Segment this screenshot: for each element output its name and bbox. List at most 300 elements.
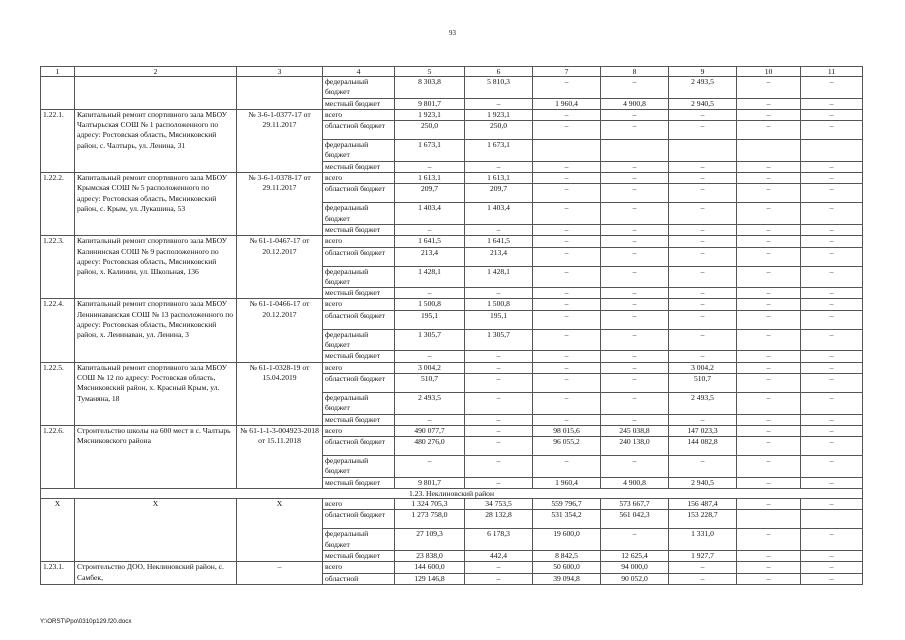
amount-cell: –: [601, 310, 669, 329]
amount-cell: 559 796,7: [533, 499, 601, 510]
funding-source: всего: [323, 236, 395, 247]
amount-cell: –: [801, 437, 863, 456]
funding-source: областной бюджет: [323, 184, 395, 203]
amount-cell: [533, 140, 601, 162]
amount-cell: –: [669, 266, 737, 288]
amount-cell: –: [801, 203, 863, 225]
item-name: Капитальный ремонт спортивного зала МБОУ Чалтырьская СОШ № 1 расположенного по адресу: Ростовская область, Мясниковский район, с. Чалтырь, ул. Ленина, 31: [75, 109, 237, 172]
amount-cell: –: [737, 373, 801, 392]
column-number: 10: [737, 67, 801, 77]
item-number: 1.22.5.: [41, 362, 75, 425]
amount-cell: –: [737, 77, 801, 99]
amount-cell: –: [669, 414, 737, 425]
amount-cell: –: [801, 573, 863, 584]
column-number: 1: [41, 67, 75, 77]
funding-source: местный бюджет: [323, 351, 395, 362]
amount-cell: –: [801, 77, 863, 99]
amount-cell: 531 354,2: [533, 510, 601, 529]
amount-cell: –: [533, 184, 601, 203]
amount-cell: –: [533, 173, 601, 184]
item-name: Капитальный ремонт спортивного зала МБОУ Леннинаванская СОШ № 13 расположенного по адресу: Ростовская область, Мясниковский район, х. Ленинаван, ул. Ленина, 3: [75, 299, 237, 362]
funding-source: всего: [323, 499, 395, 510]
amount-cell: –: [737, 362, 801, 373]
funding-source: федеральный бюджет: [323, 77, 395, 99]
item-document: Х: [237, 499, 323, 562]
amount-cell: –: [669, 573, 737, 584]
amount-cell: –: [669, 247, 737, 266]
amount-cell: 12 625,4: [601, 550, 669, 561]
amount-cell: [737, 140, 801, 162]
amount-cell: 1 960,4: [533, 477, 601, 488]
amount-cell: 2 940,5: [669, 477, 737, 488]
amount-cell: 94 000,0: [601, 562, 669, 573]
item-name: Капитальный ремонт спортивного зала МБОУ Крымская СОШ № 5 расположенного по адресу: Ростовская область, Мясниковский район, с. Крым, ул. Лукашина, 53: [75, 173, 237, 236]
amount-cell: –: [601, 184, 669, 203]
table-row: [41, 362, 863, 373]
amount-cell: –: [737, 224, 801, 235]
amount-cell: –: [669, 161, 737, 172]
amount-cell: [601, 140, 669, 162]
amount-cell: –: [601, 247, 669, 266]
amount-cell: 153 228,7: [669, 510, 737, 529]
amount-cell: –: [601, 236, 669, 247]
funding-source: местный бюджет: [323, 288, 395, 299]
amount-cell: 4 900,8: [601, 477, 669, 488]
amount-cell: –: [533, 224, 601, 235]
amount-cell: –: [801, 414, 863, 425]
amount-cell: –: [737, 392, 801, 414]
amount-cell: 129 146,8: [395, 573, 465, 584]
column-number: 6: [465, 67, 533, 77]
amount-cell: –: [533, 266, 601, 288]
amount-cell: [801, 510, 863, 529]
amount-cell: –: [737, 236, 801, 247]
amount-cell: –: [737, 161, 801, 172]
amount-cell: –: [737, 550, 801, 561]
amount-cell: –: [669, 224, 737, 235]
amount-cell: –: [533, 456, 601, 478]
amount-cell: –: [669, 351, 737, 362]
amount-cell: –: [533, 77, 601, 99]
amount-cell: –: [465, 351, 533, 362]
amount-cell: –: [601, 373, 669, 392]
amount-cell: –: [669, 456, 737, 478]
amount-cell: –: [601, 362, 669, 373]
amount-cell: 1 428,1: [395, 266, 465, 288]
amount-cell: –: [737, 437, 801, 456]
amount-cell: –: [801, 173, 863, 184]
budget-table: [40, 66, 863, 585]
amount-cell: –: [737, 573, 801, 584]
amount-cell: 19 600,0: [533, 529, 601, 551]
amount-cell: –: [737, 562, 801, 573]
funding-source: местный бюджет: [323, 414, 395, 425]
amount-cell: –: [801, 562, 863, 573]
amount-cell: 1 673,1: [395, 140, 465, 162]
amount-cell: 34 753,5: [465, 499, 533, 510]
amount-cell: 90 052,0: [601, 573, 669, 584]
amount-cell: –: [465, 392, 533, 414]
amount-cell: –: [395, 288, 465, 299]
amount-cell: 147 023,3: [669, 425, 737, 436]
amount-cell: 144 600,0: [395, 562, 465, 573]
amount-cell: –: [801, 236, 863, 247]
amount-cell: 1 500,8: [395, 299, 465, 310]
amount-cell: –: [601, 456, 669, 478]
amount-cell: 1 923,1: [465, 109, 533, 120]
amount-cell: 28 132,8: [465, 510, 533, 529]
amount-cell: –: [669, 299, 737, 310]
amount-cell: 2 940,5: [669, 98, 737, 109]
amount-cell: –: [737, 351, 801, 362]
amount-cell: –: [533, 236, 601, 247]
amount-cell: –: [533, 161, 601, 172]
amount-cell: –: [601, 414, 669, 425]
item-document: № 3-6-1-0377-17 от 29.11.2017: [237, 109, 323, 172]
amount-cell: –: [533, 362, 601, 373]
amount-cell: –: [465, 562, 533, 573]
amount-cell: 50 600,0: [533, 562, 601, 573]
amount-cell: –: [737, 425, 801, 436]
amount-cell: –: [465, 456, 533, 478]
amount-cell: 1 613,1: [395, 173, 465, 184]
amount-cell: 1 324 705,3: [395, 499, 465, 510]
amount-cell: –: [737, 98, 801, 109]
amount-cell: –: [395, 414, 465, 425]
amount-cell: 98 015,6: [533, 425, 601, 436]
amount-cell: 2 493,5: [669, 77, 737, 99]
item-name: Капитальный ремонт спортивного зала МБОУ Калининская СОШ № 9 расположенного по адресу: Ростовская область, Мясниковский район, х. Калинин, ул. Школьная, 136: [75, 236, 237, 299]
amount-cell: [669, 140, 737, 162]
amount-cell: 250,0: [465, 121, 533, 140]
amount-cell: –: [669, 109, 737, 120]
amount-cell: –: [601, 392, 669, 414]
amount-cell: 5 810,3: [465, 77, 533, 99]
amount-cell: –: [669, 236, 737, 247]
column-number: 8: [601, 67, 669, 77]
column-number: 7: [533, 67, 601, 77]
amount-cell: 561 042,3: [601, 510, 669, 529]
funding-source: местный бюджет: [323, 224, 395, 235]
item-name: Строительство ДОО, Неклиновский район, с. Самбек,: [75, 562, 237, 585]
amount-cell: 510,7: [395, 373, 465, 392]
funding-source: всего: [323, 173, 395, 184]
amount-cell: –: [801, 329, 863, 351]
amount-cell: 250,0: [395, 121, 465, 140]
item-document: –: [237, 562, 323, 585]
amount-cell: 39 094,8: [533, 573, 601, 584]
amount-cell: –: [737, 184, 801, 203]
amount-cell: –: [465, 477, 533, 488]
amount-cell: 6 178,3: [465, 529, 533, 551]
amount-cell: –: [601, 77, 669, 99]
amount-cell: 480 276,0: [395, 437, 465, 456]
amount-cell: –: [801, 247, 863, 266]
amount-cell: –: [737, 499, 801, 510]
funding-source: областной бюджет: [323, 373, 395, 392]
amount-cell: –: [737, 529, 801, 551]
amount-cell: –: [801, 299, 863, 310]
amount-cell: [737, 510, 801, 529]
amount-cell: –: [737, 414, 801, 425]
amount-cell: 195,1: [465, 310, 533, 329]
amount-cell: –: [601, 161, 669, 172]
item-number: [41, 77, 75, 110]
amount-cell: –: [465, 373, 533, 392]
file-path-footer: Y:\ORST\Ppo\0310p129.f20.docx: [40, 618, 132, 625]
amount-cell: –: [737, 121, 801, 140]
funding-source: федеральный бюджет: [323, 140, 395, 162]
amount-cell: –: [737, 456, 801, 478]
amount-cell: –: [601, 121, 669, 140]
amount-cell: –: [601, 266, 669, 288]
funding-source: областной бюджет: [323, 437, 395, 456]
funding-source: федеральный бюджет: [323, 529, 395, 551]
amount-cell: 1 273 758,0: [395, 510, 465, 529]
amount-cell: –: [801, 98, 863, 109]
amount-cell: 209,7: [395, 184, 465, 203]
amount-cell: 3 004,2: [395, 362, 465, 373]
column-number: 3: [237, 67, 323, 77]
amount-cell: –: [801, 224, 863, 235]
column-number: 2: [75, 67, 237, 77]
item-number: 1.23.1.: [41, 562, 75, 585]
amount-cell: –: [601, 529, 669, 551]
amount-cell: –: [669, 184, 737, 203]
amount-cell: –: [395, 351, 465, 362]
amount-cell: 9 801,7: [395, 477, 465, 488]
funding-source: местный бюджет: [323, 98, 395, 109]
amount-cell: [801, 140, 863, 162]
amount-cell: –: [395, 224, 465, 235]
amount-cell: –: [533, 247, 601, 266]
amount-cell: –: [601, 351, 669, 362]
amount-cell: 1 331,0: [669, 529, 737, 551]
amount-cell: –: [801, 266, 863, 288]
funding-source: федеральный бюджет: [323, 392, 395, 414]
amount-cell: –: [533, 288, 601, 299]
column-number: 4: [323, 67, 395, 77]
amount-cell: –: [533, 392, 601, 414]
funding-source: федеральный бюджет: [323, 266, 395, 288]
amount-cell: 1 960,4: [533, 98, 601, 109]
amount-cell: –: [465, 224, 533, 235]
amount-cell: 2 493,5: [669, 392, 737, 414]
section-row: [41, 489, 863, 499]
funding-source: всего: [323, 299, 395, 310]
column-number: 5: [395, 67, 465, 77]
amount-cell: –: [737, 329, 801, 351]
amount-cell: 442,4: [465, 550, 533, 561]
amount-cell: 1 305,7: [395, 329, 465, 351]
amount-cell: –: [737, 173, 801, 184]
amount-cell: –: [465, 573, 533, 584]
amount-cell: –: [737, 109, 801, 120]
amount-cell: –: [801, 351, 863, 362]
amount-cell: 8 842,5: [533, 550, 601, 561]
amount-cell: 1 673,1: [465, 140, 533, 162]
amount-cell: 8 303,8: [395, 77, 465, 99]
item-document: № 3-6-1-0378-17 от 29.11.2017: [237, 173, 323, 236]
amount-cell: –: [801, 362, 863, 373]
item-document: № 61-1-1-3-004923-2018 от 15.11.2018: [237, 425, 323, 488]
item-number: 1.22.1.: [41, 109, 75, 172]
amount-cell: –: [669, 288, 737, 299]
funding-source: областной бюджет: [323, 510, 395, 529]
amount-cell: –: [601, 288, 669, 299]
amount-cell: –: [601, 109, 669, 120]
column-number: 11: [801, 67, 863, 77]
funding-source: местный бюджет: [323, 161, 395, 172]
header-row: [41, 67, 863, 77]
amount-cell: –: [669, 173, 737, 184]
amount-cell: 240 138,0: [601, 437, 669, 456]
amount-cell: 2 493,5: [395, 392, 465, 414]
amount-cell: 9 801,7: [395, 98, 465, 109]
amount-cell: 27 109,3: [395, 529, 465, 551]
amount-cell: 23 838,0: [395, 550, 465, 561]
funding-source: федеральный бюджет: [323, 203, 395, 225]
amount-cell: –: [395, 456, 465, 478]
amount-cell: –: [601, 299, 669, 310]
item-name: Капитальный ремонт спортивного зала МБОУ СОШ № 12 по адресу: Ростовская область, Мясниковский район, х. Красный Крым, ул. Туманяна, 18: [75, 362, 237, 425]
funding-source: областной: [323, 573, 395, 584]
table-row: [41, 236, 863, 247]
amount-cell: 1 428,1: [465, 266, 533, 288]
amount-cell: –: [801, 425, 863, 436]
amount-cell: 144 082,8: [669, 437, 737, 456]
item-number: 1.22.6.: [41, 425, 75, 488]
amount-cell: –: [465, 362, 533, 373]
amount-cell: –: [465, 161, 533, 172]
amount-cell: 96 055,2: [533, 437, 601, 456]
column-number: 9: [669, 67, 737, 77]
amount-cell: 4 900,8: [601, 98, 669, 109]
amount-cell: 490 077,7: [395, 425, 465, 436]
funding-source: всего: [323, 425, 395, 436]
amount-cell: –: [801, 477, 863, 488]
funding-source: всего: [323, 362, 395, 373]
amount-cell: 1 927,7: [669, 550, 737, 561]
amount-cell: –: [465, 437, 533, 456]
funding-source: местный бюджет: [323, 550, 395, 561]
table-row: [41, 562, 863, 573]
item-document: [237, 77, 323, 110]
amount-cell: 1 500,8: [465, 299, 533, 310]
amount-cell: 156 487,4: [669, 499, 737, 510]
amount-cell: –: [669, 121, 737, 140]
amount-cell: –: [601, 173, 669, 184]
table-row: [41, 77, 863, 99]
amount-cell: –: [801, 121, 863, 140]
page-number: 93: [449, 29, 456, 37]
amount-cell: –: [669, 329, 737, 351]
amount-cell: –: [465, 98, 533, 109]
amount-cell: –: [737, 477, 801, 488]
amount-cell: –: [669, 562, 737, 573]
item-number: 1.22.3.: [41, 236, 75, 299]
amount-cell: –: [737, 310, 801, 329]
amount-cell: 1 923,1: [395, 109, 465, 120]
amount-cell: 1 403,4: [395, 203, 465, 225]
amount-cell: –: [801, 161, 863, 172]
amount-cell: –: [601, 329, 669, 351]
item-number: 1.22.4.: [41, 299, 75, 362]
amount-cell: –: [737, 288, 801, 299]
amount-cell: –: [601, 224, 669, 235]
funding-source: федеральный бюджет: [323, 329, 395, 351]
amount-cell: 3 004,2: [669, 362, 737, 373]
item-name: [75, 77, 237, 110]
table-row: [41, 299, 863, 310]
amount-cell: –: [801, 288, 863, 299]
amount-cell: –: [533, 121, 601, 140]
amount-cell: 1 641,5: [395, 236, 465, 247]
item-number: Х: [41, 499, 75, 562]
amount-cell: –: [533, 329, 601, 351]
table-row: [41, 173, 863, 184]
amount-cell: –: [533, 299, 601, 310]
item-name: Строительство школы на 600 мест в с. Чалтырь Мясниковского района: [75, 425, 237, 488]
amount-cell: –: [801, 499, 863, 510]
amount-cell: –: [801, 310, 863, 329]
funding-source: местный бюджет: [323, 477, 395, 488]
amount-cell: 1 403,4: [465, 203, 533, 225]
amount-cell: –: [395, 161, 465, 172]
amount-cell: –: [801, 373, 863, 392]
amount-cell: –: [669, 203, 737, 225]
funding-source: всего: [323, 109, 395, 120]
item-document: № 61-1-0466-17 от 20.12.2017: [237, 299, 323, 362]
amount-cell: –: [465, 414, 533, 425]
amount-cell: –: [737, 247, 801, 266]
amount-cell: 1 305,7: [465, 329, 533, 351]
amount-cell: 195,1: [395, 310, 465, 329]
item-number: 1.22.2.: [41, 173, 75, 236]
amount-cell: –: [801, 529, 863, 551]
amount-cell: –: [737, 299, 801, 310]
amount-cell: 245 038,8: [601, 425, 669, 436]
amount-cell: –: [533, 203, 601, 225]
table-row: [41, 109, 863, 120]
table-row: [41, 499, 863, 510]
funding-source: областной бюджет: [323, 310, 395, 329]
section-title: 1.23. Неклиновский район: [41, 489, 863, 499]
amount-cell: 213,4: [465, 247, 533, 266]
amount-cell: –: [601, 203, 669, 225]
funding-source: федеральный бюджет: [323, 456, 395, 478]
amount-cell: 209,7: [465, 184, 533, 203]
amount-cell: –: [533, 310, 601, 329]
amount-cell: –: [533, 373, 601, 392]
amount-cell: 1 613,1: [465, 173, 533, 184]
amount-cell: –: [465, 425, 533, 436]
amount-cell: –: [801, 109, 863, 120]
amount-cell: 510,7: [669, 373, 737, 392]
amount-cell: –: [801, 184, 863, 203]
amount-cell: –: [533, 109, 601, 120]
amount-cell: 1 641,5: [465, 236, 533, 247]
amount-cell: –: [801, 392, 863, 414]
amount-cell: 213,4: [395, 247, 465, 266]
item-document: № 61-1-0467-17 от 20.12.2017: [237, 236, 323, 299]
amount-cell: –: [737, 203, 801, 225]
amount-cell: –: [669, 310, 737, 329]
amount-cell: –: [801, 550, 863, 561]
funding-source: всего: [323, 562, 395, 573]
table-row: [41, 425, 863, 436]
funding-source: областной бюджет: [323, 121, 395, 140]
